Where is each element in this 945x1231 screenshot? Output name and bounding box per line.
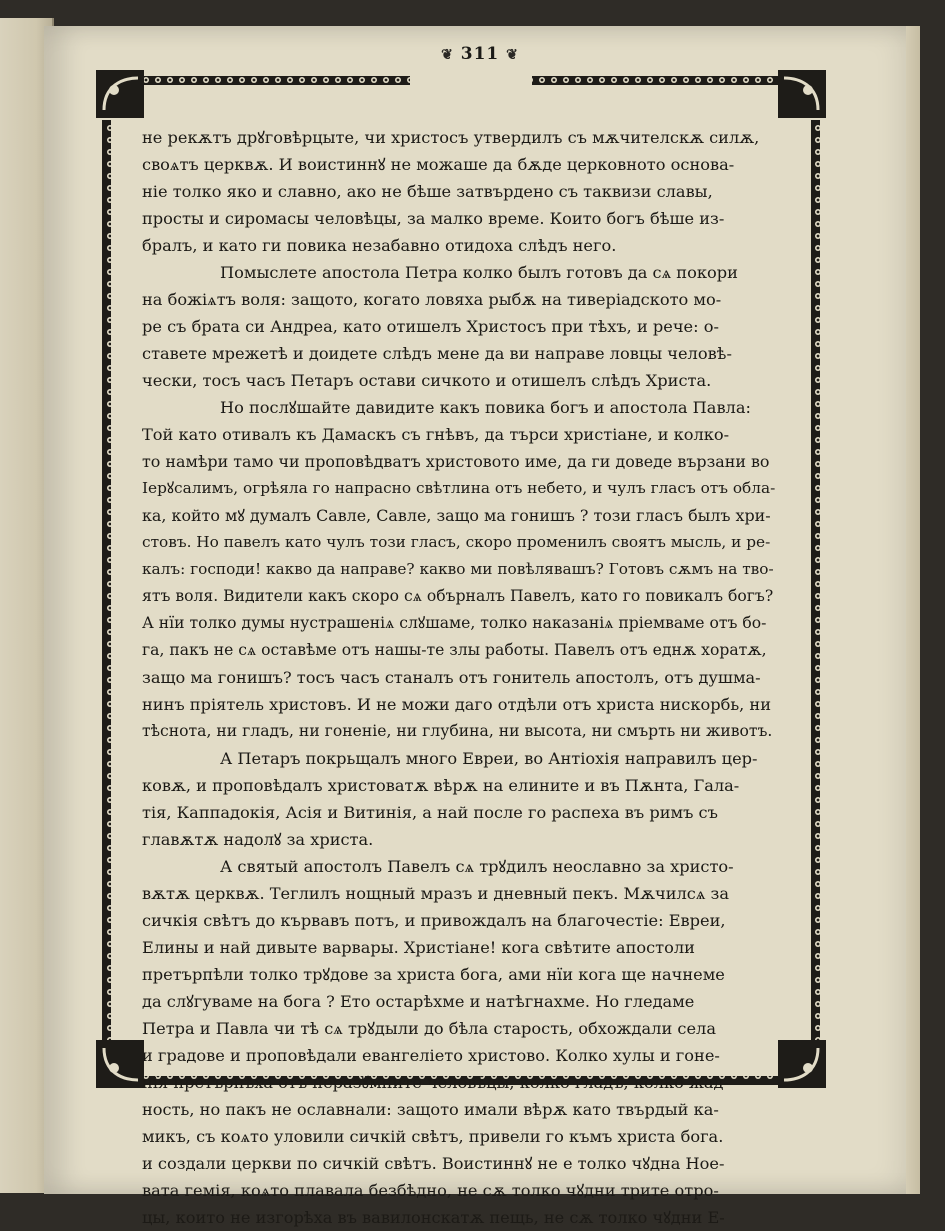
text-line: нія претърпѣха отъ неразꙋмните человѣцы, колко гладъ, колко жад- (142, 1073, 729, 1092)
text-line: и создали церкви по сичкій свѣтъ. Воистиннꙋ не е толко чꙋдна Ное- (142, 1154, 725, 1173)
text-line: своѧтъ церквѫ. И воистиннꙋ не можаше да бѫде церковното основа- (142, 155, 735, 174)
page-body-text (142, 124, 776, 1231)
text-line: ность, но пакъ не ославнали: защото имали вѣрѫ като твърдый ка- (142, 1100, 719, 1119)
text-line: защо ма гонишъ? тосъ часъ станалъ отъ гонитель апостолъ, отъ душма- (142, 668, 761, 687)
corner-ornament-bottom-right (778, 1040, 826, 1088)
border-right (811, 120, 820, 1040)
text-line: нинъ пріятель христовъ. И не можи даго отдѣли отъ христа нискорбь, ни (142, 695, 771, 714)
text-line: вата гемія, коѧто плавала безбѣдно, не сѫ толко чꙋдни трите отро- (142, 1181, 719, 1200)
text-line: Іерꙋсалимъ, огрѣяла го напрасно свѣтлина отъ небето, и чулъ гласъ отъ обла- (142, 479, 776, 497)
text-line: Той като отивалъ къ Дамаскъ съ гнѣвъ, да търси христіане, и колко- (142, 425, 730, 444)
text-line: ковѫ, и проповѣдалъ христоватѫ вѣрѫ на елините и въ Пѫнта, Гала- (142, 776, 740, 795)
left-header-ornament-icon: ❦ (441, 47, 454, 63)
text-line: не рекѫтъ дрꙋговѣрцыте, чи христосъ утвердилъ съ мѫчителскѫ силѫ, (142, 128, 760, 147)
text-line: главѫтѫ надолꙋ за христа. (142, 830, 374, 849)
text-line: и градове и проповѣдали евангеліето христово. Колко хулы и гоне- (142, 1046, 720, 1065)
page-edge (906, 26, 920, 1194)
text-line: бралъ, и като ги повика незабавно отидоха слѣдъ него. (142, 236, 617, 255)
text-line: ка, който мꙋ думалъ Савле, Савле, защо ма гонишъ ? този гласъ былъ хри- (142, 506, 771, 525)
paragraph-start-line: Но послꙋшайте давидите какъ повика богъ и апостола Павла: (220, 398, 751, 417)
text-line: сичкія свѣтъ до кървавъ потъ, и привождалъ на благочестіе: Евреи, (142, 911, 726, 930)
right-header-ornament-icon: ❦ (506, 47, 519, 63)
corner-ornament-bottom-left (96, 1040, 144, 1088)
corner-ornament-top-left (96, 70, 144, 118)
paragraph-start-line: А Петаръ покрьщалъ много Евреи, во Антіохія направилъ цер- (220, 749, 758, 768)
text-line: А нїи толко думы нустрашеніѧ слꙋшаме, толко наказаніѧ пріемваме отъ бо- (142, 614, 767, 632)
border-left (102, 120, 111, 1040)
text-line: тѣснота, ни гладъ, ни гоненіе, ни глубина, ни высота, ни смърть ни животъ. (142, 722, 773, 740)
text-line: ставете мрежетѣ и доидете слѣдъ мене да ви направе ловцы человѣ- (142, 344, 732, 363)
text-line: ре съ брата си Андреа, като отишелъ Христосъ при тѣхъ, и рече: о- (142, 317, 719, 336)
text-line: микъ, съ коѧто уловили сичкій свѣтъ, привели го къмъ христа бога. (142, 1127, 724, 1146)
text-line: ятъ воля. Видители какъ скоро сѧ обърналъ Павелъ, като го повикалъ богъ? (142, 587, 774, 605)
text-line: стовъ. Но павелъ като чулъ този гласъ, скоро променилъ своятъ мысль, и ре- (142, 533, 771, 551)
text-line: то намѣри тамо чи проповѣдватъ христовото име, да ги доведе вързани во (142, 452, 770, 471)
page-number: 311 (460, 44, 500, 64)
text-line: чески, тосъ часъ Петаръ остави сичкото и отишелъ слѣдъ Христа. (142, 371, 712, 390)
text-line: Елины и най дивыте варвары. Христіане! кога свѣтите апостоли (142, 938, 695, 957)
border-top-right (532, 76, 786, 85)
corner-ornament-top-right (778, 70, 826, 118)
paragraph-start-line: Помыслете апостола Петра колко былъ готовъ да сѧ покори (220, 263, 738, 282)
text-line: Петра и Павла чи тѣ сѧ трꙋдыли до бѣла старость, обхождали села (142, 1019, 716, 1038)
border-top-left (136, 76, 410, 85)
text-line: вѫтѫ церквѫ. Теглилъ нощный мразъ и дневный пекъ. Мѫчилсѧ за (142, 884, 730, 903)
paragraph-start-line: А святый апостолъ Павелъ сѧ трꙋдилъ неославно за христо- (220, 857, 734, 876)
text-line: га, пакъ не сѧ оставѣме отъ нашы-те злы работы. Павелъ отъ еднѫ хоратѫ, (142, 641, 767, 659)
text-line: на божіѧтъ воля: защото, когато ловяха рыбѫ на тиверіадското мо- (142, 290, 722, 309)
text-line: калъ: господи! какво да направе? какво ми повѣлявашъ? Готовъ сѫмъ на тво- (142, 560, 774, 578)
text-line: тія, Каппадокія, Асія и Витинія, а най после го распеха въ римъ съ (142, 803, 718, 822)
text-line: просты и сиромасы человѣцы, за малко време. Които богъ бѣше из- (142, 209, 725, 228)
text-line: ніе толко яко и славно, ако не бѣше затвърдено съ таквизи славы, (142, 182, 713, 201)
text-line: претърпѣли толко трꙋдове за христа бога, ами нїи кога ще начнеме (142, 965, 725, 984)
text-line: да слꙋгуваме на бога ? Ето остарѣхме и натѣгнахме. Но гледаме (142, 992, 695, 1011)
text-line: цы, които не изгорѣха въ вавилонскатѫ пещь, не сѫ толко чꙋдни Е- (142, 1208, 725, 1227)
